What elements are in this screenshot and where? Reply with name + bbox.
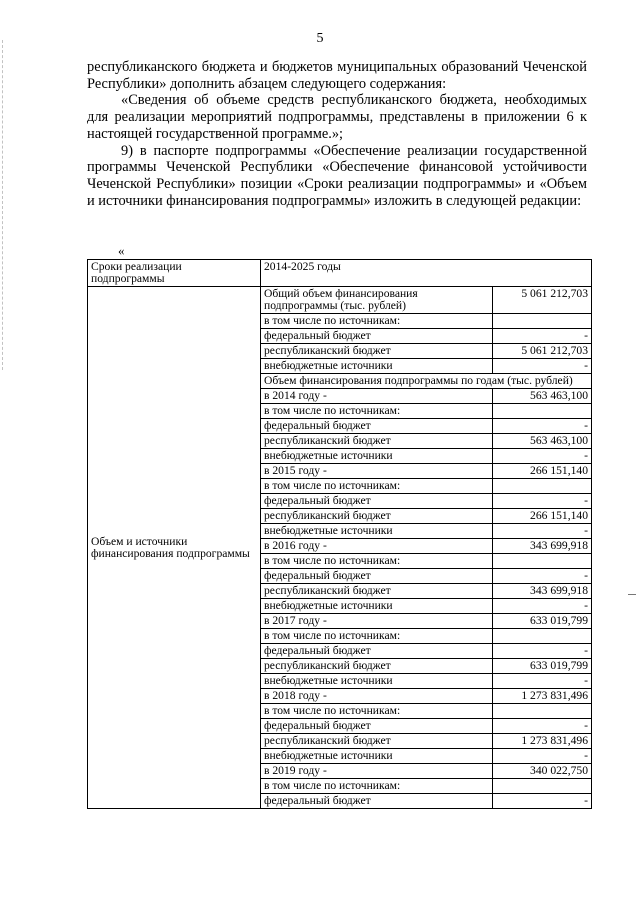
year-row-value: - bbox=[493, 599, 592, 614]
year-row-label: в том числе по источникам: bbox=[261, 554, 493, 569]
year-row-value: - bbox=[493, 674, 592, 689]
year-row-value: - bbox=[493, 794, 592, 809]
year-row-value: 633 019,799 bbox=[493, 659, 592, 674]
year-row-value: - bbox=[493, 569, 592, 584]
year-row-label: республиканский бюджет bbox=[261, 434, 493, 449]
scan-margin-marks bbox=[2, 40, 9, 370]
offbudget-label-cell: внебюджетные источники bbox=[261, 359, 493, 374]
year-row-value: - bbox=[493, 524, 592, 539]
term-label-cell: Сроки реализации подпрограммы bbox=[88, 260, 261, 287]
year-row-value: 633 019,799 bbox=[493, 614, 592, 629]
year-row-value bbox=[493, 404, 592, 419]
incl-label-cell: в том числе по источникам: bbox=[261, 314, 493, 329]
year-row-label: в 2016 году - bbox=[261, 539, 493, 554]
year-row-value bbox=[493, 629, 592, 644]
paragraph-continuation: республиканского бюджета и бюджетов муниципальных образований Чеченской Республики» дополнить абзацем следующего содержания: bbox=[87, 59, 587, 92]
year-row-label: внебюджетные источники bbox=[261, 749, 493, 764]
table-row bbox=[88, 287, 592, 314]
year-row-value: 266 151,140 bbox=[493, 464, 592, 479]
year-row-label: в том числе по источникам: bbox=[261, 404, 493, 419]
total-label-cell: Общий объем финансирования подпрограммы (тыс. рублей) bbox=[261, 287, 493, 314]
year-row-value: 563 463,100 bbox=[493, 434, 592, 449]
year-row-label: республиканский бюджет bbox=[261, 659, 493, 674]
year-row-value: 1 273 831,496 bbox=[493, 689, 592, 704]
year-row-label: республиканский бюджет bbox=[261, 509, 493, 524]
year-row-value: - bbox=[493, 644, 592, 659]
paragraph-inserted-text: «Сведения об объеме средств республиканского бюджета, необходимых для реализации мероприятий подпрограммы, представлены в приложении 6 к настоящей государственной программе.»; bbox=[87, 92, 587, 142]
year-row-value: - bbox=[493, 749, 592, 764]
scan-edge-mark bbox=[628, 594, 636, 595]
year-row-label: в 2018 году - bbox=[261, 689, 493, 704]
year-row-value: - bbox=[493, 449, 592, 464]
year-row-label: республиканский бюджет bbox=[261, 734, 493, 749]
year-row-label: федеральный бюджет bbox=[261, 419, 493, 434]
year-row-label: федеральный бюджет bbox=[261, 494, 493, 509]
year-row-value: 563 463,100 bbox=[493, 389, 592, 404]
year-row-label: в том числе по источникам: bbox=[261, 704, 493, 719]
year-row-label: в 2015 году - bbox=[261, 464, 493, 479]
republic-value-cell: 5 061 212,703 bbox=[493, 344, 592, 359]
term-value-cell: 2014-2025 годы bbox=[261, 260, 592, 287]
year-row-label: федеральный бюджет bbox=[261, 719, 493, 734]
year-row-value bbox=[493, 479, 592, 494]
year-row-label: республиканский бюджет bbox=[261, 584, 493, 599]
year-row-label: федеральный бюджет bbox=[261, 794, 493, 809]
opening-quote: « bbox=[118, 243, 125, 258]
year-row-value: 343 699,918 bbox=[493, 539, 592, 554]
document-body bbox=[87, 59, 587, 209]
year-row-label: в 2019 году - bbox=[261, 764, 493, 779]
year-row-label: внебюджетные источники bbox=[261, 449, 493, 464]
year-row-label: федеральный бюджет bbox=[261, 569, 493, 584]
page-number: 5 bbox=[316, 31, 324, 46]
by-year-label-cell: Объем финансирования подпрограммы по годам (тыс. рублей) bbox=[261, 374, 592, 389]
year-row-value: - bbox=[493, 719, 592, 734]
subprogram-passport-table bbox=[87, 259, 592, 809]
year-row-label: в том числе по источникам: bbox=[261, 479, 493, 494]
year-row-value bbox=[493, 704, 592, 719]
year-row-label: внебюджетные источники bbox=[261, 674, 493, 689]
year-row-value: - bbox=[493, 494, 592, 509]
year-row-label: в 2014 году - bbox=[261, 389, 493, 404]
year-row-label: внебюджетные источники bbox=[261, 524, 493, 539]
year-row-label: в том числе по источникам: bbox=[261, 779, 493, 794]
federal-label-cell: федеральный бюджет bbox=[261, 329, 493, 344]
offbudget-value-cell: - bbox=[493, 359, 592, 374]
table-row bbox=[88, 260, 592, 287]
paragraph-item-9: 9) в паспорте подпрограммы «Обеспечение реализации государственной программы Чеченской Республики «Обеспечение финансовой устойчивости Чеченской Республики» позиции «Сроки реализации подпрограммы» и «Объем и источники финансирования подпрограммы» изложить в следующей редакции: bbox=[87, 142, 587, 209]
year-row-value bbox=[493, 779, 592, 794]
incl-value-cell bbox=[493, 314, 592, 329]
year-row-value: 343 699,918 bbox=[493, 584, 592, 599]
finance-label-cell: Объем и источники финансирования подпрограммы bbox=[88, 287, 261, 809]
year-row-label: федеральный бюджет bbox=[261, 644, 493, 659]
year-row-value: 1 273 831,496 bbox=[493, 734, 592, 749]
year-row-value: - bbox=[493, 419, 592, 434]
year-row-label: в том числе по источникам: bbox=[261, 629, 493, 644]
year-row-value bbox=[493, 554, 592, 569]
republic-label-cell: республиканский бюджет bbox=[261, 344, 493, 359]
year-row-label: внебюджетные источники bbox=[261, 599, 493, 614]
year-row-value: 340 022,750 bbox=[493, 764, 592, 779]
year-row-label: в 2017 году - bbox=[261, 614, 493, 629]
total-value-cell: 5 061 212,703 bbox=[493, 287, 592, 314]
federal-value-cell: - bbox=[493, 329, 592, 344]
year-row-value: 266 151,140 bbox=[493, 509, 592, 524]
